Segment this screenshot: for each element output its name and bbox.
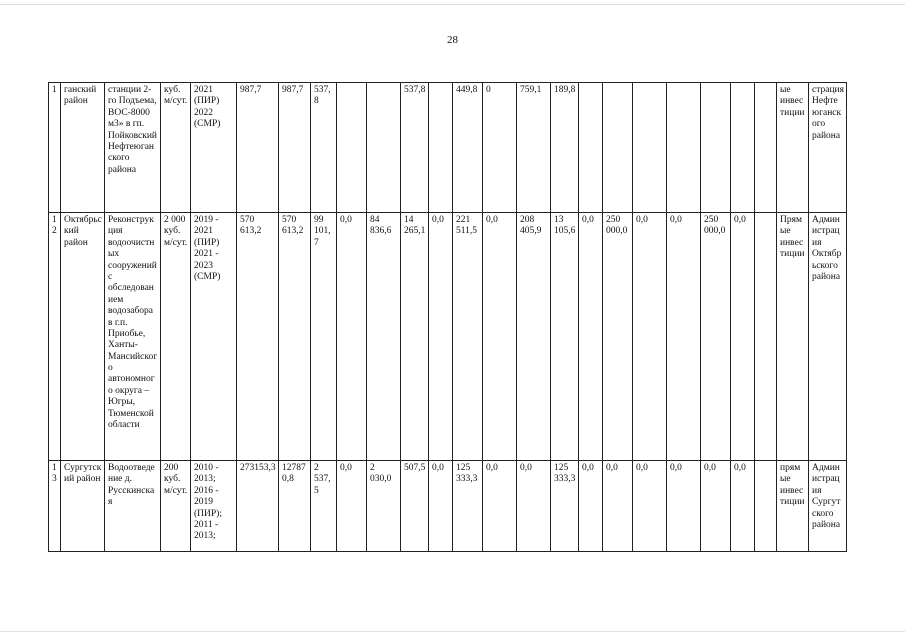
- table-cell: 759,1: [517, 83, 551, 213]
- table-cell: куб. м/сут.: [161, 83, 191, 213]
- table-cell: 0,0: [701, 461, 731, 552]
- page-number: 28: [447, 34, 458, 46]
- table-cell: страция Нефтеюганского района: [809, 83, 847, 213]
- table-cell: 0,0: [483, 461, 517, 552]
- table-cell: 13 105,6: [551, 213, 579, 461]
- table-cell: [755, 461, 777, 552]
- table-cell: 0,0: [579, 461, 603, 552]
- table-cell: [633, 83, 667, 213]
- table-cell: 2 030,0: [367, 461, 401, 552]
- table-cell: [429, 83, 453, 213]
- table-row: [49, 83, 847, 213]
- table-cell: Сургутский район: [61, 461, 105, 552]
- table-cell: 987,7: [237, 83, 279, 213]
- table-cell: [367, 83, 401, 213]
- table-cell: 507,5: [401, 461, 429, 552]
- table-cell: Октябрьский район: [61, 213, 105, 461]
- table-row: [49, 213, 847, 461]
- table-cell: станции 2-го Подъема, ВОС-8000 м3» в гп. Пойковский Нефтеюганского района: [105, 83, 161, 213]
- table-cell: Прямые инвестиции: [777, 213, 809, 461]
- table-cell: 0,0: [483, 213, 517, 461]
- table-cell: [701, 83, 731, 213]
- table-cell: 570 613,2: [279, 213, 311, 461]
- table-cell: 449,8: [453, 83, 483, 213]
- table-cell: 189,8: [551, 83, 579, 213]
- table-cell: 14 265,1: [401, 213, 429, 461]
- table-cell: 99 101,7: [311, 213, 337, 461]
- table-row: [49, 461, 847, 552]
- table-cell: ганский район: [61, 83, 105, 213]
- table-cell: 0,0: [517, 461, 551, 552]
- table-cell: 13: [49, 461, 61, 552]
- table-cell: 208 405,9: [517, 213, 551, 461]
- table-cell: [337, 83, 367, 213]
- table-cell: 2019 - 2021 (ПИР) 2021 - 2023 (СМР): [191, 213, 237, 461]
- table-cell: 250 000,0: [701, 213, 731, 461]
- table-cell: 0,0: [337, 461, 367, 552]
- table-cell: Водоотведение д. Русскинская: [105, 461, 161, 552]
- table-cell: 987,7: [279, 83, 311, 213]
- table-cell: [755, 213, 777, 461]
- table-cell: 537,8: [401, 83, 429, 213]
- table-cell: Администрация Сургутского района: [809, 461, 847, 552]
- table-cell: Реконструкция водоочистных сооружений с обследованием водозабора в г.п. Приобье, Ханты-Мансийского автономного округа – Югры, Тюменской области: [105, 213, 161, 461]
- table-cell: 125 333,3: [551, 461, 579, 552]
- table-cell: 84 836,6: [367, 213, 401, 461]
- table-cell: 273153,3: [237, 461, 279, 552]
- table-cell: 250 000,0: [603, 213, 633, 461]
- table-cell: 12: [49, 213, 61, 461]
- table-cell: 537,8: [311, 83, 337, 213]
- table-cell: 221 511,5: [453, 213, 483, 461]
- table-cell: [755, 83, 777, 213]
- table-cell: 0,0: [731, 461, 755, 552]
- table-cell: 125 333,3: [453, 461, 483, 552]
- table-cell: 570 613,2: [237, 213, 279, 461]
- investment-table: [48, 82, 847, 552]
- table-cell: 0,0: [731, 213, 755, 461]
- table-cell: ые инвестиции: [777, 83, 809, 213]
- table-cell: 1: [49, 83, 61, 213]
- table-cell: Администрация Октябрьского района: [809, 213, 847, 461]
- table-cell: 0,0: [633, 213, 667, 461]
- table-cell: 0,0: [337, 213, 367, 461]
- table-cell: 0,0: [633, 461, 667, 552]
- table-cell: 2 000 куб. м/сут.: [161, 213, 191, 461]
- table-cell: [667, 83, 701, 213]
- table-cell: 0,0: [579, 213, 603, 461]
- scan-edge-bottom: [0, 631, 905, 632]
- table-cell: прямые инвестиции: [777, 461, 809, 552]
- table-cell: 0,0: [667, 213, 701, 461]
- table-cell: 2 537,5: [311, 461, 337, 552]
- table-cell: 2010 - 2013; 2016 - 2019 (ПИР); 2011 - 2013;: [191, 461, 237, 552]
- table-body: [49, 83, 847, 552]
- table-cell: 2021 (ПИР) 2022 (СМР): [191, 83, 237, 213]
- table-cell: 0: [483, 83, 517, 213]
- scan-edge-top: [0, 4, 905, 5]
- table-cell: [579, 83, 603, 213]
- table-cell: [731, 83, 755, 213]
- table-cell: 0,0: [429, 461, 453, 552]
- table-cell: 200 куб. м/сут.: [161, 461, 191, 552]
- table-cell: 127870,8: [279, 461, 311, 552]
- table-cell: 0,0: [667, 461, 701, 552]
- table-cell: 0,0: [603, 461, 633, 552]
- table-cell: [603, 83, 633, 213]
- table-cell: 0,0: [429, 213, 453, 461]
